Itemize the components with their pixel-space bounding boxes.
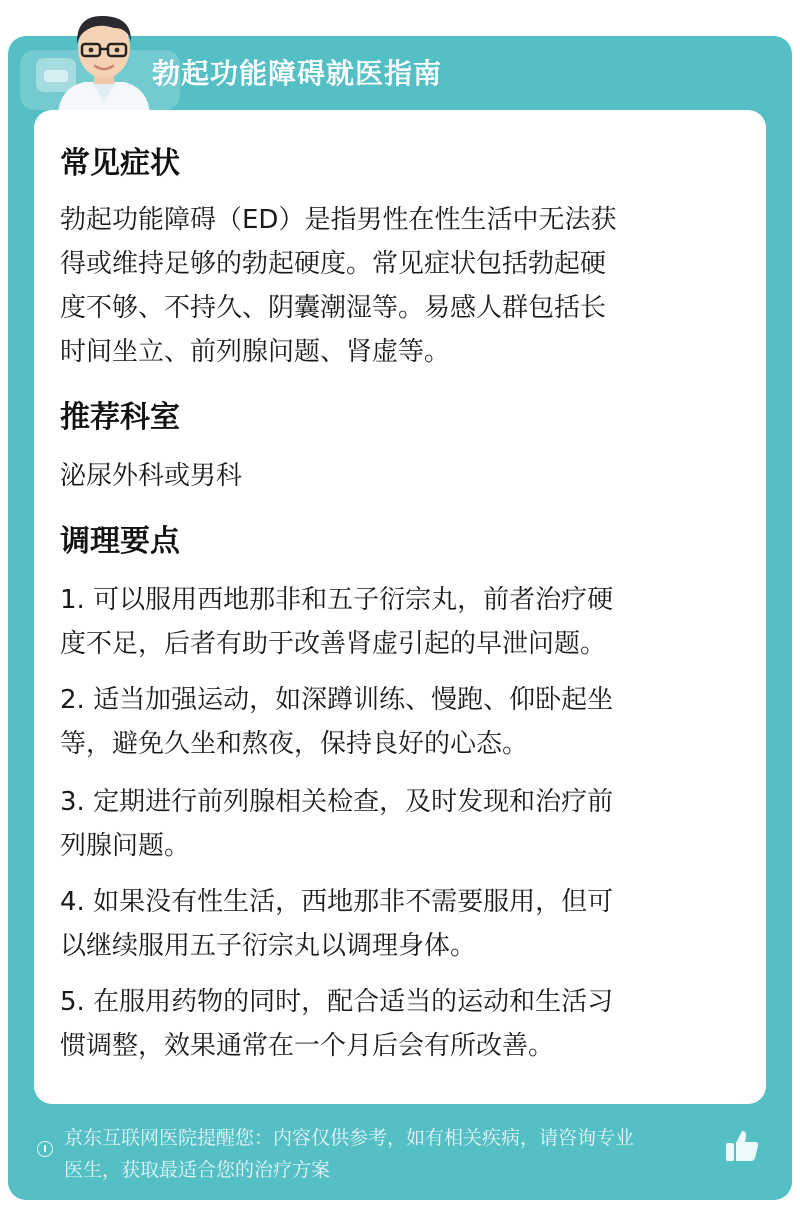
section-heading-department: 推荐科室 <box>60 400 180 435</box>
info-icon <box>37 1141 53 1157</box>
section-heading-symptoms: 常见症状 <box>60 146 180 181</box>
symptoms-line-4: 时间坐立、前列腺问题、肾虚等。 <box>60 337 451 367</box>
care-item-2-line-2: 等，避免久坐和熬夜，保持良好的心态。 <box>60 729 529 759</box>
department-text: 泌尿外科或男科 <box>60 461 243 491</box>
doctor-avatar <box>44 6 164 114</box>
care-item-4-line-1: 4. 如果没有性生活，西地那非不需要服用，但可 <box>60 887 614 917</box>
care-item-2-line-1: 2. 适当加强运动，如深蹲训练、慢跑、仰卧起坐 <box>60 685 614 715</box>
care-item-4-line-2: 以继续服用五子衍宗丸以调理身体。 <box>60 931 477 961</box>
care-item-3-line-1: 3. 定期进行前列腺相关检查，及时发现和治疗前 <box>60 787 614 817</box>
care-item-5-line-2: 惯调整，效果通常在一个月后会有所改善。 <box>60 1031 555 1061</box>
symptoms-line-2: 得或维持足够的勃起硬度。常见症状包括勃起硬 <box>60 249 607 279</box>
footer-line-2: 医生，获取最适合您的治疗方案 <box>64 1159 331 1181</box>
care-item-3-line-2: 列腺问题。 <box>60 831 191 861</box>
symptoms-line-3: 度不够、不持久、阴囊潮湿等。易感人群包括长 <box>60 293 607 323</box>
page-title: 勃起功能障碍就医指南 <box>152 57 443 90</box>
care-item-1-line-2: 度不足，后者有助于改善肾虚引起的早泄问题。 <box>60 629 607 659</box>
symptoms-line-1: 勃起功能障碍（ED）是指男性在性生活中无法获 <box>60 205 617 235</box>
care-item-5-line-1: 5. 在服用药物的同时，配合适当的运动和生活习 <box>60 987 614 1017</box>
thumbs-up-icon[interactable] <box>723 1127 761 1165</box>
footer-line-1: 京东互联网医院提醒您：内容仅供参考，如有相关疾病，请咨询专业 <box>64 1127 635 1149</box>
section-heading-care: 调理要点 <box>60 524 180 559</box>
footer-disclaimer <box>64 1122 734 1186</box>
care-item-1-line-1: 1. 可以服用西地那非和五子衍宗丸，前者治疗硬 <box>60 585 614 615</box>
